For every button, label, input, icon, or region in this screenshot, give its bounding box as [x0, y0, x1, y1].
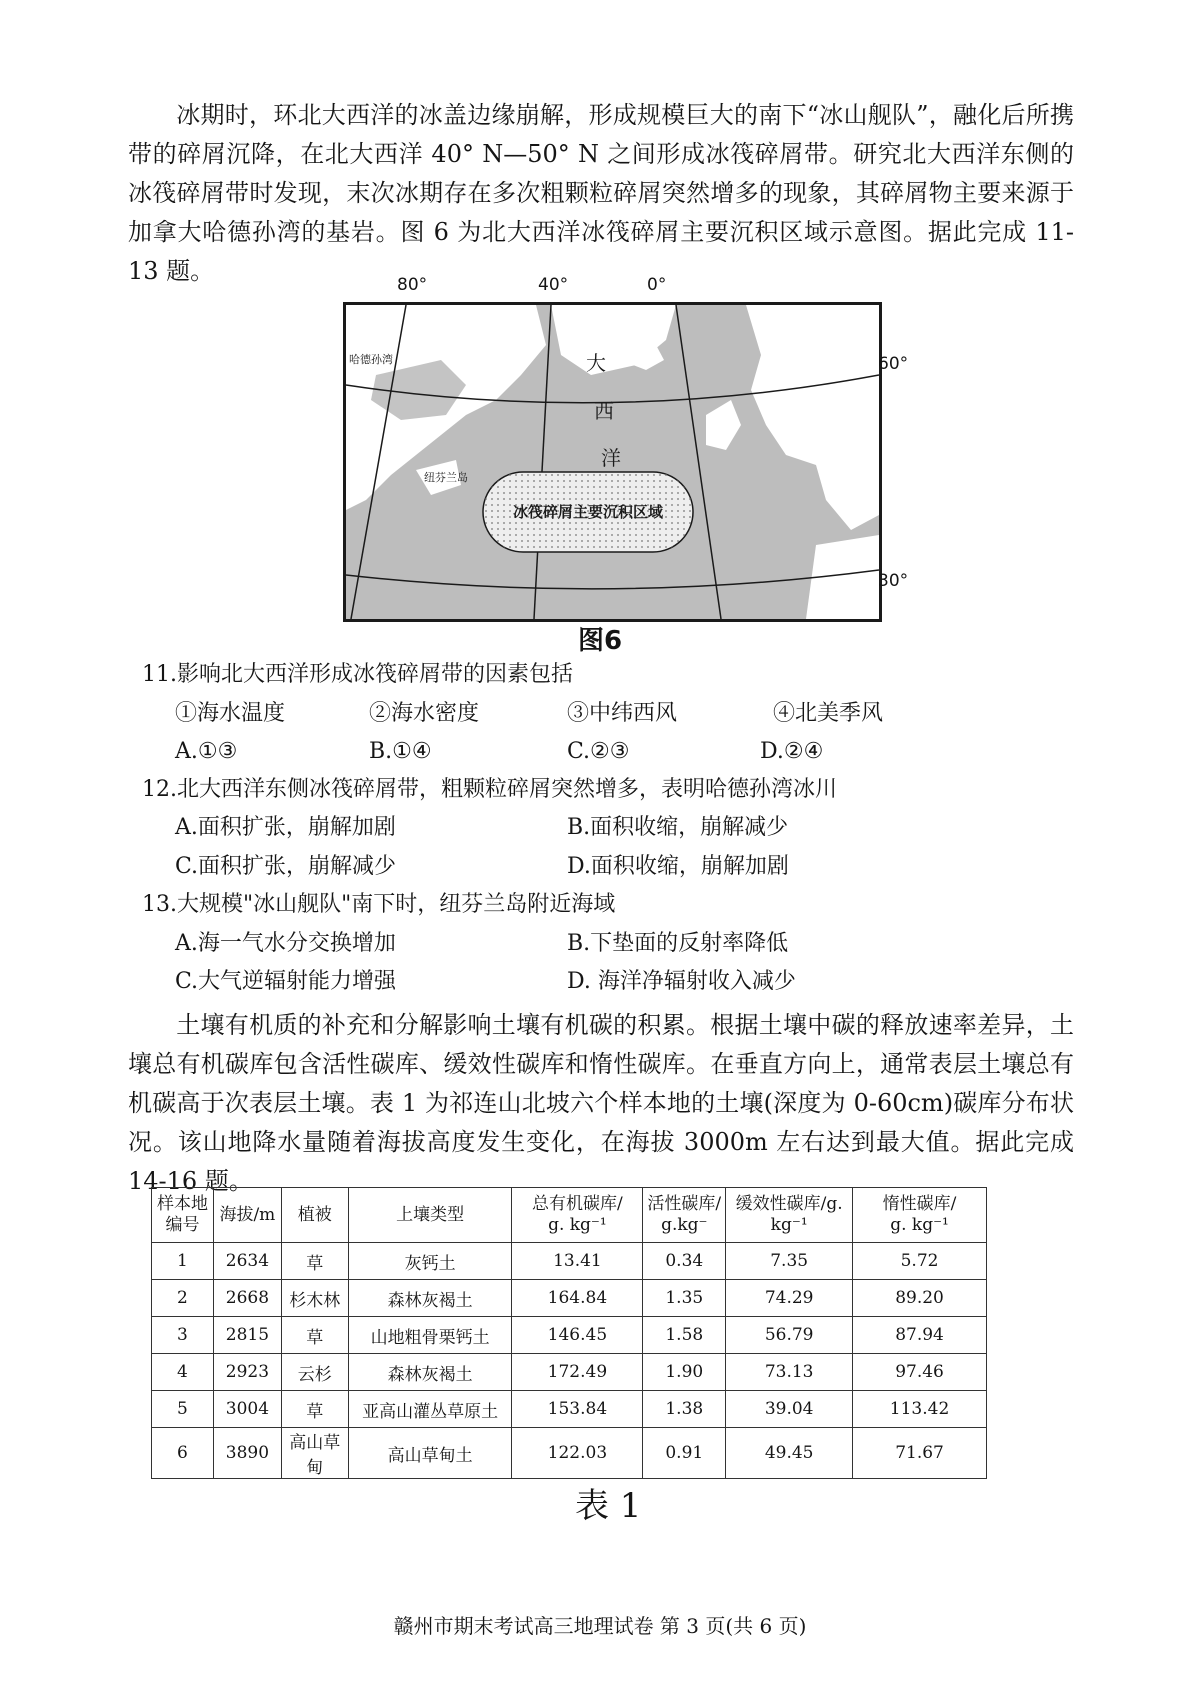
soil-carbon-table [151, 1187, 987, 1479]
table-cell: 山地粗骨栗钙土 [348, 1317, 512, 1354]
table-cell: 3890 [213, 1428, 281, 1479]
hudson-bay-label: 哈德孙湾 [349, 353, 393, 366]
table-row [152, 1243, 987, 1280]
q13-option-a: A.海一气水分交换增加 [175, 931, 396, 956]
q11-option-c: C.②③ [567, 739, 630, 764]
table-cell: 3 [152, 1317, 214, 1354]
table-row [152, 1354, 987, 1391]
q11-stem: 11.影响北大西洋形成冰筏碎屑带的因素包括 [142, 662, 573, 687]
table-cell: 39.04 [726, 1391, 853, 1428]
table-row [152, 1428, 987, 1479]
table-cell: 1.90 [643, 1354, 726, 1391]
header-total-organic-carbon: 总有机碳库/ g. kg⁻¹ [512, 1188, 643, 1243]
header-inert-carbon: 惰性碳库/ g. kg⁻¹ [853, 1188, 987, 1243]
lat-label-60: 60° [878, 354, 909, 374]
table-cell: 97.46 [853, 1354, 987, 1391]
table-cell: 13.41 [512, 1243, 643, 1280]
passage-2-text: 土壤有机质的补充和分解影响土壤有机碳的积累。根据土壤中碳的释放速率差异，土壤总有机碳库包含活性碳库、缓效性碳库和惰性碳库。在垂直方向上，通常表层土壤总有机碳高于次表层土壤。表 1 为祁连山北坡六个样本地的土壤(深度为 0-60cm)碳库分布状况。该山地降水量随着海拔高度发生变化，在海拔 3000m 左右达到最大值。据此完成 14-16 题。 [128, 1011, 1074, 1195]
table-cell: 49.45 [726, 1428, 853, 1479]
table-cell: 153.84 [512, 1391, 643, 1428]
table-cell: 灰钙土 [348, 1243, 512, 1280]
ocean-char-2: 西 [594, 399, 614, 423]
table-cell: 5 [152, 1391, 214, 1428]
q11-statement-3: ③中纬西风 [567, 701, 678, 726]
table-cell: 2923 [213, 1354, 281, 1391]
table-header-row [152, 1188, 987, 1243]
zone-label: 冰筏碎屑主要沉积区域 [512, 503, 664, 521]
ocean-char-1: 大 [586, 351, 606, 375]
table-cell: 71.67 [853, 1428, 987, 1479]
newfoundland-label: 纽芬兰岛 [424, 471, 468, 484]
table-cell: 56.79 [726, 1317, 853, 1354]
table-cell: 2 [152, 1280, 214, 1317]
q11-statement-4: ④北美季风 [773, 701, 884, 726]
q13-stem: 13.大规模"冰山舰队"南下时，纽芬兰岛附近海域 [142, 892, 616, 917]
table-cell: 草 [281, 1243, 348, 1280]
q12-stem: 12.北大西洋东侧冰筏碎屑带，粗颗粒碎屑突然增多，表明哈德孙湾冰川 [142, 777, 837, 802]
q11-option-b: B.①④ [369, 739, 432, 764]
table-cell: 高山草甸 [281, 1428, 348, 1479]
table-cell: 5.72 [853, 1243, 987, 1280]
table-cell: 6 [152, 1428, 214, 1479]
lon-label-80: 80° [397, 275, 428, 295]
table-cell: 森林灰褐土 [348, 1280, 512, 1317]
table-cell: 1.38 [643, 1391, 726, 1428]
table-cell: 0.91 [643, 1428, 726, 1479]
table-caption: 表 1 [575, 1486, 642, 1526]
q13-option-b: B.下垫面的反射率降低 [567, 931, 789, 956]
lon-label-0: 0° [647, 275, 667, 295]
passage-1-text: 冰期时，环北大西洋的冰盖边缘崩解，形成规模巨大的南下“冰山舰队”，融化后所携带的碎屑沉降，在北大西洋 40° N—50° N 之间形成冰筏碎屑带。研究北大西洋东侧的冰筏碎屑带时发现，末次冰期存在多次粗颗粒碎屑突然增多的现象，其碎屑物主要来源于加拿大哈德孙湾的基岩。图 6 为北大西洋冰筏碎屑主要沉积区域示意图。据此完成 11-13 题。 [128, 101, 1074, 285]
q11-statement-2: ②海水密度 [369, 701, 480, 726]
q13-option-c: C.大气逆辐射能力增强 [175, 969, 397, 994]
table-cell: 1 [152, 1243, 214, 1280]
table-cell: 172.49 [512, 1354, 643, 1391]
passage-1 [128, 96, 1074, 291]
table-cell: 122.03 [512, 1428, 643, 1479]
q12-option-c: C.面积扩张，崩解减少 [175, 854, 397, 879]
table-cell: 亚高山灌丛草原土 [348, 1391, 512, 1428]
table-cell: 森林灰褐土 [348, 1354, 512, 1391]
page-footer: 赣州市期末考试高三地理试卷 第 3 页(共 6 页) [393, 1614, 807, 1638]
table-row [152, 1391, 987, 1428]
map-svg [346, 305, 879, 619]
q12-option-d: D.面积收缩，崩解加剧 [567, 854, 789, 879]
figure-caption: 图6 [578, 626, 623, 656]
table-row [152, 1280, 987, 1317]
table-cell: 高山草甸土 [348, 1428, 512, 1479]
table-cell: 7.35 [726, 1243, 853, 1280]
table-cell: 113.42 [853, 1391, 987, 1428]
table-cell: 2634 [213, 1243, 281, 1280]
header-slow-carbon: 缓效性碳库/g. kg⁻¹ [726, 1188, 853, 1243]
lat-label-30: 30° [878, 571, 909, 591]
table-cell: 云杉 [281, 1354, 348, 1391]
table-cell: 4 [152, 1354, 214, 1391]
q11-statement-1: ①海水温度 [175, 701, 286, 726]
table-cell: 草 [281, 1391, 348, 1428]
header-active-carbon: 活性碳库/ g.kg⁻ [643, 1188, 726, 1243]
ocean-char-3: 洋 [601, 446, 621, 470]
header-sample-id: 样本地 编号 [152, 1188, 214, 1243]
passage-2 [128, 1006, 1074, 1201]
table-cell: 0.34 [643, 1243, 726, 1280]
q13-option-d: D. 海洋净辐射收入减少 [567, 969, 796, 994]
q12-option-a: A.面积扩张，崩解加剧 [175, 815, 396, 840]
header-vegetation: 植被 [281, 1188, 348, 1243]
table-cell: 1.58 [643, 1317, 726, 1354]
header-altitude: 海拔/m [213, 1188, 281, 1243]
q11-option-a: A.①③ [175, 739, 238, 764]
q11-option-d: D.②④ [760, 739, 824, 764]
table-cell: 146.45 [512, 1317, 643, 1354]
table-cell: 2668 [213, 1280, 281, 1317]
table-cell: 164.84 [512, 1280, 643, 1317]
table-cell: 3004 [213, 1391, 281, 1428]
table-cell: 草 [281, 1317, 348, 1354]
table-cell: 2815 [213, 1317, 281, 1354]
table-row [152, 1317, 987, 1354]
table-cell: 74.29 [726, 1280, 853, 1317]
q12-option-b: B.面积收缩，崩解减少 [567, 815, 789, 840]
figure-6-map [343, 302, 882, 622]
table-cell: 73.13 [726, 1354, 853, 1391]
table-cell: 87.94 [853, 1317, 987, 1354]
table-cell: 1.35 [643, 1280, 726, 1317]
header-soil-type: 上壤类型 [348, 1188, 512, 1243]
table-cell: 杉木林 [281, 1280, 348, 1317]
lon-label-40: 40° [538, 275, 569, 295]
table-cell: 89.20 [853, 1280, 987, 1317]
